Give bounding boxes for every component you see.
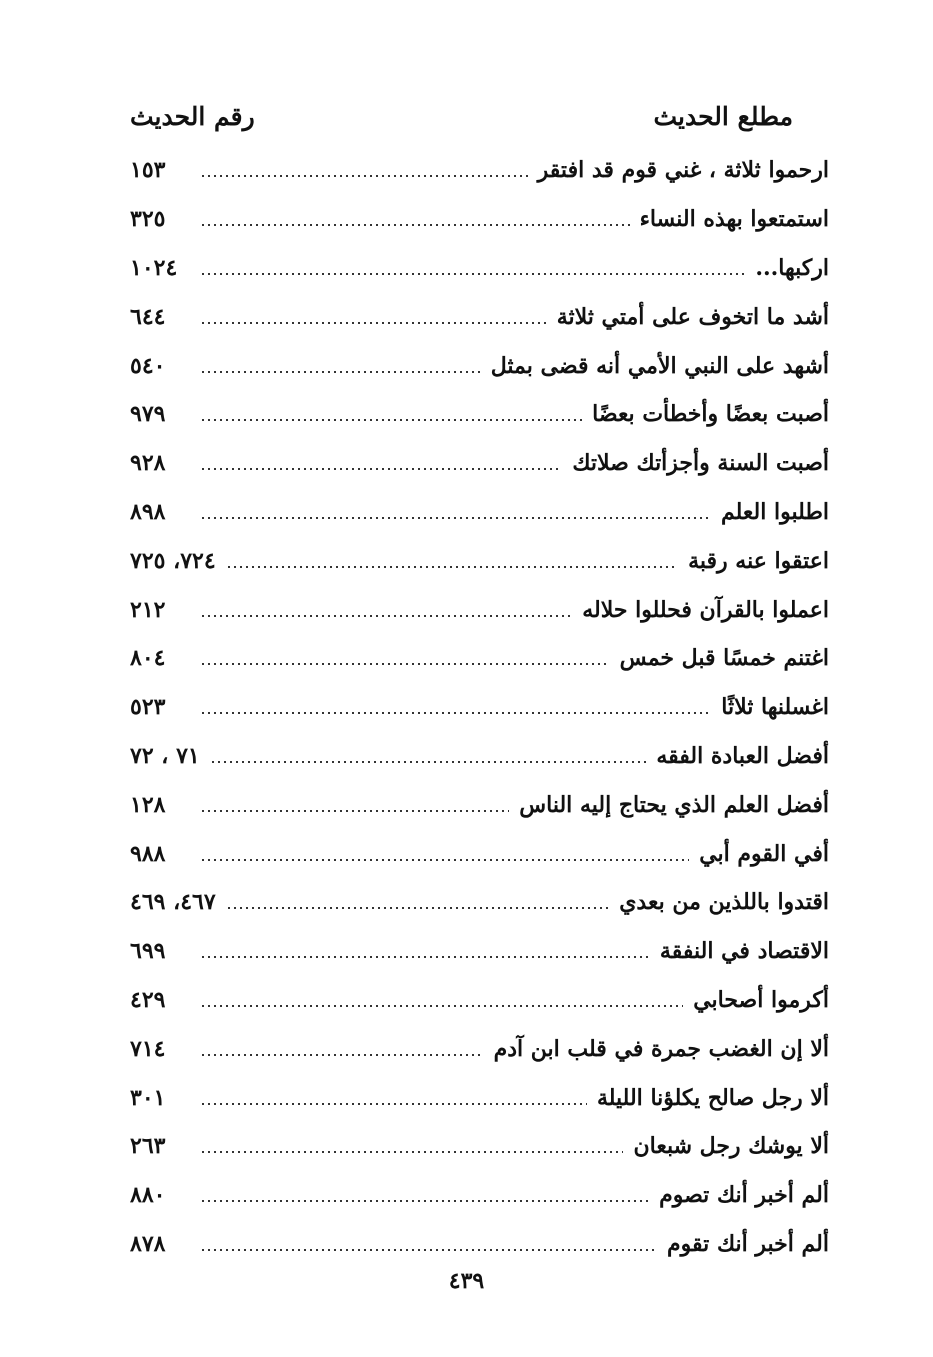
index-entry <box>130 1122 829 1171</box>
hadith-beginning-text: ألا يوشك رجل شبعان <box>633 1133 829 1160</box>
hadith-number: ٨٩٨ <box>130 498 166 525</box>
dot-leader <box>200 371 481 373</box>
dot-leader <box>226 566 678 568</box>
dot-leader <box>200 419 582 421</box>
hadith-number: ٥٢٣ <box>130 694 166 721</box>
hadith-number: ١٥٣ <box>130 157 166 184</box>
hadith-number: ٢١٢ <box>130 596 166 623</box>
hadith-number: ٦٩٩ <box>130 938 166 965</box>
dot-leader <box>200 1200 649 1202</box>
hadith-beginning-text: أشد ما اتخوف على أمتي ثلاثة <box>556 303 829 330</box>
index-entry <box>130 683 829 732</box>
dot-leader <box>200 956 650 958</box>
hadith-beginning-text: اقتدوا باللذين من بعدي <box>619 889 829 916</box>
dot-leader <box>200 1249 657 1251</box>
index-entry <box>130 634 829 683</box>
dot-leader <box>200 468 562 470</box>
hadith-beginning-text: أصبت بعضًا وأخطأت بعضًا <box>592 401 829 428</box>
index-entry <box>130 292 829 341</box>
index-entry <box>130 244 829 293</box>
hadith-beginning-text: أفي القوم أبي <box>699 840 829 867</box>
hadith-beginning-text: ارحموا ثلاثة ، غني قوم قد افتقر <box>537 157 829 184</box>
hadith-beginning-text: ألا إن الغضب جمرة في قلب ابن آدم <box>493 1035 829 1062</box>
hadith-number: ٨٨٠ <box>130 1182 166 1209</box>
dot-leader <box>200 1103 587 1105</box>
index-entry <box>130 1220 829 1269</box>
hadith-number: ٤٢٩ <box>130 986 166 1013</box>
index-entry <box>130 488 829 537</box>
hadith-beginning-text: الاقتصاد في النفقة <box>659 938 829 965</box>
hadith-number: ٢٦٣ <box>130 1133 166 1160</box>
hadith-number: ٥٤٠ <box>130 352 166 379</box>
hadith-number: ٤٦٧، ٤٦٩ <box>130 889 216 916</box>
index-entry <box>130 927 829 976</box>
hadith-beginning-text: اطلبوا العلم <box>720 498 829 525</box>
index-entry <box>130 976 829 1025</box>
index-entry <box>130 1073 829 1122</box>
index-entry <box>130 780 829 829</box>
hadith-number: ١٢٨ <box>130 791 166 818</box>
hadith-number-header: رقم الحديث <box>130 101 255 131</box>
hadith-number: ٧١ ، ٧٢ <box>130 742 200 769</box>
hadith-beginning-text: ألم أخبر أنك تقوم <box>667 1230 829 1257</box>
hadith-beginning-text: اعملوا بالقرآن فحللوا حلاله <box>582 596 829 623</box>
index-entry <box>130 1024 829 1073</box>
index-entry <box>130 390 829 439</box>
index-entry <box>130 732 829 781</box>
index-entry <box>130 829 829 878</box>
hadith-number: ٦٤٤ <box>130 303 166 330</box>
hadith-beginning-text: أشهد على النبي الأمي أنه قضى بمثل <box>490 352 829 379</box>
hadith-number: ١٠٢٤ <box>130 254 178 281</box>
dot-leader <box>200 322 547 324</box>
dot-leader <box>200 517 711 519</box>
dot-leader <box>200 859 689 861</box>
dot-leader <box>200 175 528 177</box>
hadith-beginning-text: ألم أخبر أنك تصوم <box>659 1182 829 1209</box>
dot-leader <box>200 273 745 275</box>
hadith-beginning-text: أصبت السنة وأجزأتك صلاتك <box>572 450 829 477</box>
hadith-beginning-text: أكرموا أصحابي <box>693 986 829 1013</box>
dot-leader <box>200 615 572 617</box>
index-entry <box>130 878 829 927</box>
hadith-beginning-text: اعتقوا عنه رقبة <box>688 547 829 574</box>
hadith-number: ٣٢٥ <box>130 206 166 233</box>
dot-leader <box>210 761 647 763</box>
hadith-beginning-text: أفضل العلم الذي يحتاج إليه الناس <box>519 791 829 818</box>
dot-leader <box>200 1005 683 1007</box>
hadith-beginning-text: اغسلنها ثلاثًا <box>721 694 829 721</box>
hadith-number: ٩٢٨ <box>130 450 166 477</box>
dot-leader <box>200 224 630 226</box>
hadith-number: ٧١٤ <box>130 1035 166 1062</box>
hadith-number: ٨٧٨ <box>130 1230 166 1257</box>
dot-leader <box>200 663 610 665</box>
dot-leader <box>200 1151 623 1153</box>
hadith-index-list <box>130 146 829 1268</box>
index-entry <box>130 1171 829 1220</box>
column-headers <box>130 96 793 136</box>
hadith-number: ٩٨٨ <box>130 840 166 867</box>
dot-leader <box>200 810 509 812</box>
hadith-number: ٧٢٤، ٧٢٥ <box>130 547 216 574</box>
index-entry <box>130 341 829 390</box>
page-number: ٤٣٩ <box>448 1268 485 1294</box>
dot-leader <box>226 907 610 909</box>
hadith-number: ٩٧٩ <box>130 401 166 428</box>
hadith-beginning-text: استمتعوا بهذه النساء <box>639 206 829 233</box>
hadith-number: ٨٠٤ <box>130 645 166 672</box>
hadith-beginning-text: اغتنم خمسًا قبل خمس <box>619 645 829 672</box>
hadith-number: ٣٠١ <box>130 1084 166 1111</box>
dot-leader <box>200 1054 484 1056</box>
index-entry <box>130 585 829 634</box>
dot-leader <box>200 712 711 714</box>
hadith-beginning-text: ألا رجل صالح يكلؤنا الليلة <box>596 1084 829 1111</box>
hadith-beginning-text: أفضل العبادة الفقه <box>656 742 829 769</box>
hadith-beginning-header: مطلع الحديث <box>653 101 793 131</box>
index-entry <box>130 536 829 585</box>
index-entry <box>130 195 829 244</box>
index-entry <box>130 146 829 195</box>
index-entry <box>130 439 829 488</box>
hadith-beginning-text: اركبها... <box>755 254 829 281</box>
